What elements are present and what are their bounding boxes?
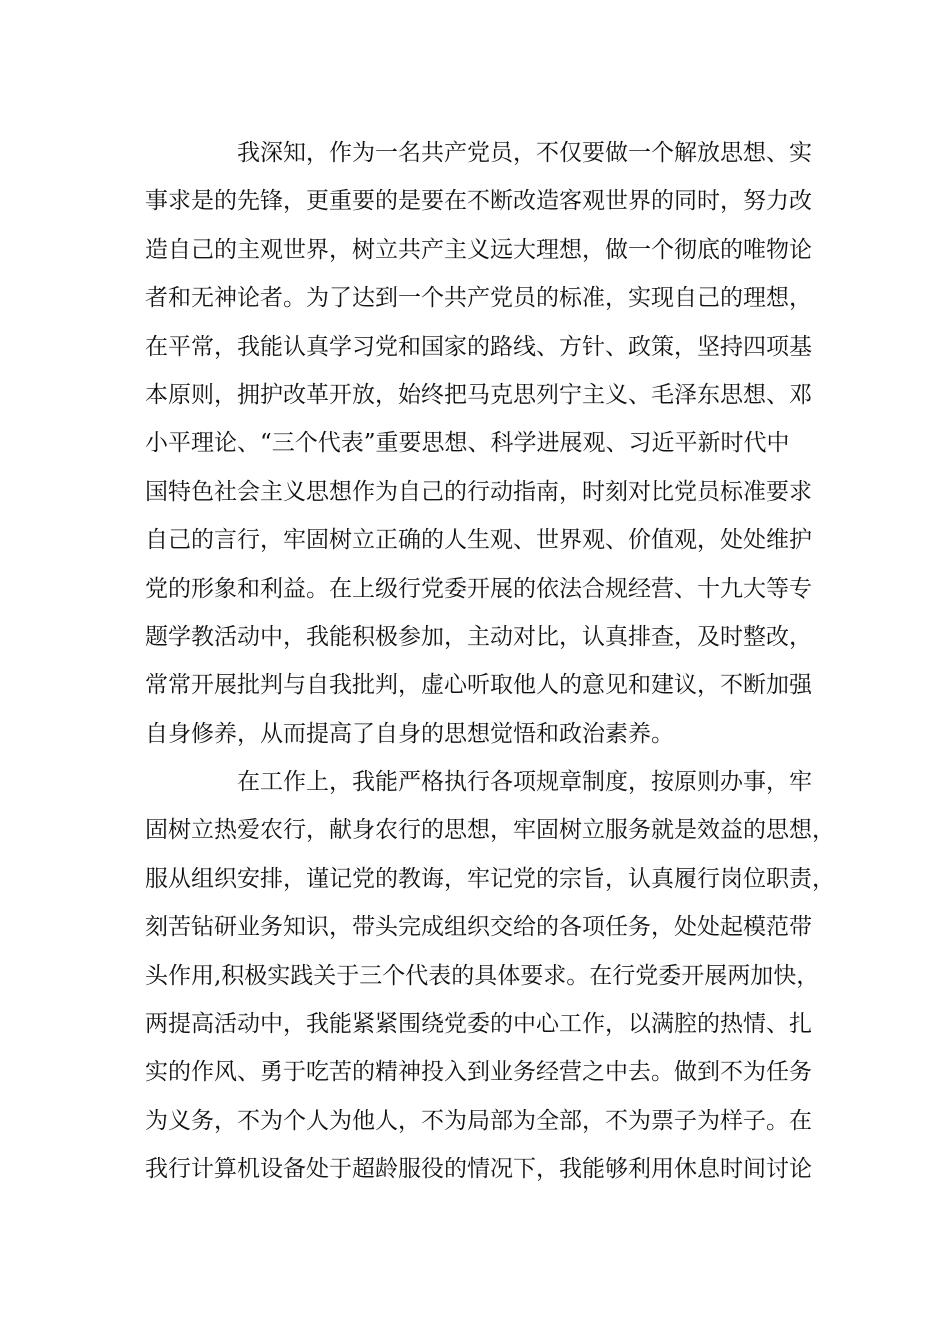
text-line: 刻苦钻研业务知识，带头完成组织交给的各项任务，处处起模范带 — [145, 914, 812, 941]
text-line: 自己的言行，牢固树立正确的人生观、世界观、价值观，处处维护 — [145, 527, 812, 554]
text-line: 我行计算机设备处于超龄服役的情况下，我能够利用休息时间讨论 — [145, 1156, 812, 1183]
text-line: 者和无神论者。为了达到一个共产党员的标准，实现自己的理想， — [145, 285, 812, 312]
text-line: 固树立热爱农行，献身农行的思想，牢固树立服务就是效益的思想， — [145, 817, 835, 844]
text-line: 国特色社会主义思想作为自己的行动指南，时刻对比党员标准要求 — [145, 478, 812, 505]
text-line: 本原则，拥护改革开放，始终把马克思列宁主义、毛泽东思想、邓 — [145, 381, 812, 408]
paragraph-1 — [145, 134, 835, 763]
text-line: 头作用,积极实践关于三个代表的具体要求。在行党委开展两加快， — [145, 962, 820, 989]
text-line: 我深知，作为一名共产党员，不仅要做一个解放思想、实 — [237, 140, 812, 166]
text-line: 两提高活动中，我能紧紧围绕党委的中心工作，以满腔的热情、扎 — [145, 1011, 812, 1038]
text-line: 事求是的先锋，更重要的是要在不断改造客观世界的同时，努力改 — [145, 188, 812, 215]
text-line: 造自己的主观世界，树立共产主义远大理想，做一个彻底的唯物论 — [145, 236, 812, 263]
text-line: 服从组织安排，谨记党的教诲，牢记党的宗旨，认真履行岗位职责， — [145, 865, 835, 892]
text-line: 在平常，我能认真学习党和国家的路线、方针、政策，坚持四项基 — [145, 333, 812, 360]
paragraph-2 — [145, 763, 835, 1199]
text-line: 为义务，不为个人为他人，不为局部为全部，不为票子为样子。在 — [145, 1107, 812, 1134]
document-body — [145, 134, 835, 1199]
text-line: 题学教活动中，我能积极参加，主动对比，认真排查，及时整改， — [145, 623, 812, 650]
text-line: 在工作上，我能严格执行各项规章制度，按原则办事，牢 — [237, 769, 812, 796]
text-line: 自身修养，从而提高了自身的思想觉悟和政治素养。 — [145, 720, 674, 747]
text-line: 实的作风、勇于吃苦的精神投入到业务经营之中去。做到不为任务 — [145, 1059, 812, 1086]
text-line: 小平理论、“三个代表”重要思想、科学进展观、习近平新时代中 — [145, 430, 790, 457]
text-line: 党的形象和利益。在上级行党委开展的依法合规经营、十九大等专 — [145, 575, 812, 602]
text-line: 常常开展批判与自我批判，虚心听取他人的意见和建议，不断加强 — [145, 672, 812, 699]
